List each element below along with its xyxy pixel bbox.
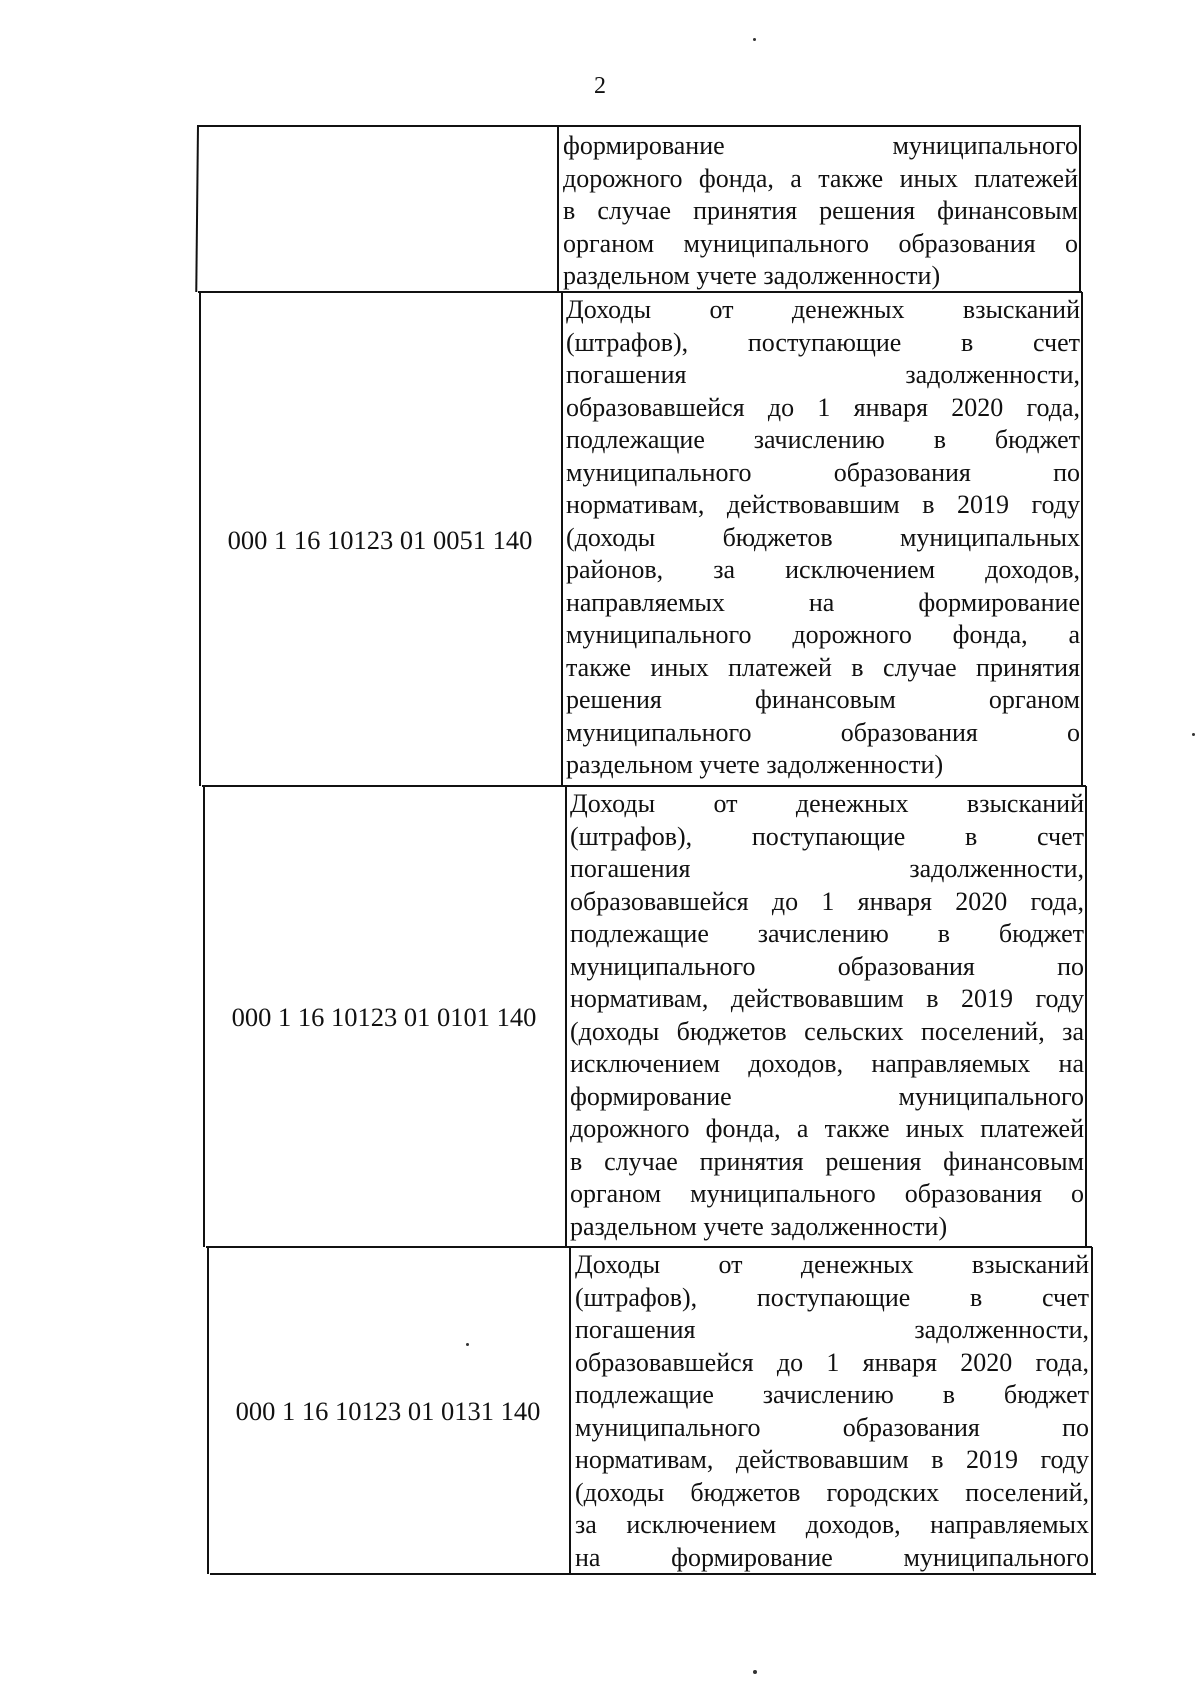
description-line: погашения задолженности, (575, 1315, 1089, 1344)
table-row-1-code-cell (200, 294, 560, 786)
description-line: на формирование муниципального (575, 1542, 1089, 1572)
table-right-border (1079, 125, 1081, 292)
description-line: подлежащие зачислению в бюджет (570, 919, 1084, 948)
column-divider (561, 292, 563, 786)
description-line: направляемых на формирование (566, 587, 1080, 617)
description-line: погашения задолженности, (566, 360, 1080, 389)
table-row-1-description-cell (566, 294, 1080, 786)
table-row-3-code-cell (208, 1249, 568, 1573)
description-line: дорожного фонда, а также иных платежей (563, 163, 1078, 193)
description-line: в случае принятия решения финансовым (570, 1146, 1084, 1176)
table-left-border (203, 786, 205, 1247)
description-line: образовавшейся до 1 января 2020 года, (575, 1347, 1089, 1377)
description-line: нормативам, действовавшим в 2019 году (570, 984, 1084, 1013)
table-row-2-description-cell (570, 788, 1084, 1246)
description-line: муниципального дорожного фонда, а (566, 620, 1080, 649)
description-line: муниципального образования по (570, 951, 1084, 981)
revenue-code: 000 1 16 10123 01 0101 140 (231, 1001, 537, 1032)
table-left-border (207, 1247, 209, 1574)
description-line: Доходы от денежных взысканий (575, 1250, 1089, 1279)
description-line: также иных платежей в случае принятия (566, 652, 1080, 682)
table-bottom-border (210, 1573, 1096, 1575)
description-line: (штрафов), поступающие в счет (575, 1282, 1089, 1312)
table-left-border (199, 292, 201, 786)
description-line: органом муниципального образования о (563, 228, 1078, 258)
description-line: раздельном учете задолженности) (570, 1211, 948, 1241)
description-line: подлежащие зачислению в бюджет (566, 425, 1080, 454)
description-line: решения финансовым органом (566, 685, 1080, 714)
description-line: (штрафов), поступающие в счет (570, 821, 1084, 851)
column-divider (565, 786, 567, 1247)
description-line: Доходы от денежных взысканий (566, 295, 1080, 324)
page-number: 2 (594, 73, 606, 99)
table-row-0-description-cell (563, 130, 1078, 291)
row-divider (206, 1246, 1092, 1248)
description-line: муниципального образования о (566, 717, 1080, 747)
revenue-code: 000 1 16 10123 01 0051 140 (227, 524, 533, 555)
description-line: муниципального образования по (566, 457, 1080, 487)
description-line: за исключением доходов, направляемых (575, 1510, 1089, 1539)
description-line: образовавшейся до 1 января 2020 года, (566, 392, 1080, 422)
table-top-border (197, 125, 1080, 127)
description-line: погашения задолженности, (570, 854, 1084, 883)
table-row-3-description-cell (575, 1249, 1089, 1573)
table-row-0-code-cell (198, 127, 558, 291)
row-divider (202, 785, 1086, 787)
description-line: исключением доходов, направляемых на (570, 1049, 1084, 1078)
row-divider (198, 291, 1082, 293)
description-line: дорожного фонда, а также иных платежей (570, 1114, 1084, 1143)
description-line: муниципального образования по (575, 1412, 1089, 1442)
description-line: формирование муниципального (563, 131, 1078, 160)
description-line: Доходы от денежных взысканий (570, 789, 1084, 818)
revenue-code: 000 1 16 10123 01 0131 140 (235, 1395, 541, 1426)
description-line: (доходы бюджетов сельских поселений, за (570, 1016, 1084, 1046)
description-line: раздельном учете задолженности) (563, 261, 941, 290)
description-line: районов, за исключением доходов, (566, 555, 1080, 584)
description-line: образовавшейся до 1 января 2020 года, (570, 886, 1084, 916)
table-right-border (1091, 1247, 1093, 1574)
description-line: (доходы бюджетов городских поселений, (575, 1477, 1089, 1507)
description-line: органом муниципального образования о (570, 1179, 1084, 1208)
table-right-border (1081, 292, 1083, 786)
description-line: формирование муниципального (570, 1081, 1084, 1111)
description-line: (штрафов), поступающие в счет (566, 327, 1080, 357)
description-line: нормативам, действовавшим в 2019 году (566, 490, 1080, 519)
table-right-border (1085, 786, 1087, 1247)
description-line: нормативам, действовавшим в 2019 году (575, 1445, 1089, 1474)
column-divider (557, 125, 559, 292)
description-line: подлежащие зачислению в бюджет (575, 1380, 1089, 1409)
description-line: раздельном учете задолженности) (566, 750, 944, 779)
table-row-2-code-cell (204, 788, 564, 1246)
description-line: (доходы бюджетов муниципальных (566, 522, 1080, 552)
description-line: в случае принятия решения финансовым (563, 196, 1078, 225)
column-divider (569, 1247, 571, 1574)
